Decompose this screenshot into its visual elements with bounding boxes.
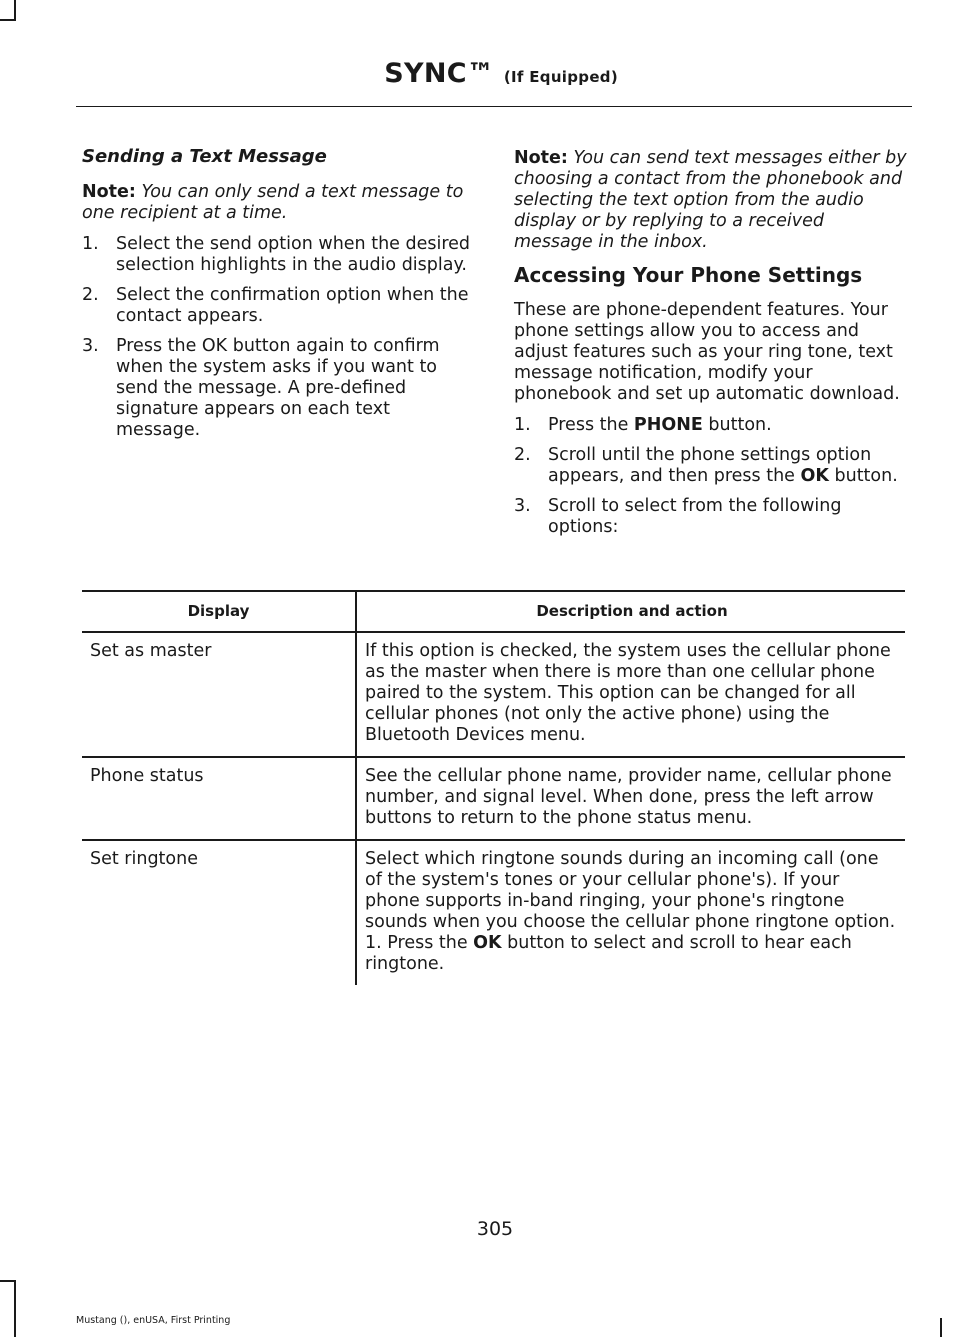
section-heading-sending-text: Sending a Text Message [82, 146, 327, 167]
table-header-description: Description and action [355, 592, 905, 631]
crop-mark-bottom-left-h [0, 1280, 16, 1282]
table-cell-description: If this option is checked, the system uses the cellular phone as the master when there is more than one cellular phone paired to the system. This option can be changed for all cellular phones (not only the active phone) using the Bluetooth Devices menu. [355, 633, 905, 756]
step-number: 2. [514, 445, 531, 465]
crop-mark-top-left [14, 0, 16, 20]
table-cell-description: See the cellular phone name, provider name, cellular phone number, and signal level. When done, press the left arrow buttons to return to the phone status menu. [355, 758, 905, 839]
note-label: Note: [82, 182, 136, 202]
step-number: 2. [82, 285, 99, 305]
table-cell-description [355, 841, 905, 985]
header-divider [76, 106, 912, 107]
phone-settings-table [82, 590, 905, 985]
send-text-steps [82, 234, 476, 441]
step-number: 1. [514, 415, 531, 435]
table-header-display: Display [187, 602, 250, 620]
phone-settings-intro: These are phone-dependent features. Your phone settings allow you to access and adjust features such as your ring tone, text message notification, modify your phonebook and set up automatic download. [514, 300, 900, 404]
step-text-pre: Scroll until the phone settings option appears, and then press the [548, 445, 872, 486]
crop-mark-bottom-right [940, 1318, 942, 1337]
step-text-post: button. [702, 415, 772, 435]
list-item [82, 336, 476, 441]
footer-edition: Mustang (), enUSA, First Printing [76, 1315, 231, 1326]
page-number: 305 [476, 1218, 514, 1240]
ringtone-step-post: button to select and scroll to hear each ringtone. [365, 933, 852, 974]
step-number: 1. [82, 234, 99, 254]
step-text: Select the send option when the desired selection highlights in the audio display. [116, 234, 471, 275]
list-item [514, 415, 908, 436]
table-row [82, 758, 905, 841]
note-text-options [514, 148, 908, 253]
right-column [514, 148, 908, 547]
header-title-subtitle: (If Equipped) [503, 68, 618, 86]
crop-mark-bottom-left [14, 1280, 16, 1337]
table-row [82, 841, 905, 985]
step-keyword: OK [800, 466, 829, 486]
section-heading-phone-settings: Accessing Your Phone Settings [514, 263, 863, 287]
ringtone-description: Select which ringtone sounds during an incoming call (one of the system's tones or your cellular phone's). If your phone supports in-band ringing, your phone's ringtone sounds when you choose the cellular phone ringtone option. [365, 849, 896, 932]
step-text: Press the OK button again to confirm when the system asks if you want to send the message. A pre-defined signature appears on each text message. [116, 336, 440, 440]
phone-settings-steps [514, 415, 908, 538]
ringtone-step-keyword: OK [473, 933, 502, 953]
table-cell-display: Set as master [90, 641, 212, 661]
ringtone-step [365, 933, 899, 975]
step-text: Select the confirmation option when the contact appears. [116, 285, 469, 326]
table-header-row [82, 590, 905, 633]
list-item [82, 285, 476, 327]
table-cell-display: Phone status [90, 766, 204, 786]
header-title-main: SYNC™ [384, 58, 495, 89]
page-header-title [384, 58, 618, 89]
list-item [514, 445, 908, 487]
left-column [82, 146, 476, 450]
list-item [514, 496, 908, 538]
note-text: You can send text messages either by choosing a contact from the phonebook and selecting the text option from the audio display or by replying to a received message in the inbox. [514, 148, 907, 252]
step-number: 3. [82, 336, 99, 356]
list-item [82, 234, 476, 276]
crop-mark-top-left-h [0, 19, 16, 21]
step-text-pre: Press the [548, 415, 634, 435]
step-keyword: PHONE [633, 415, 703, 435]
step-text-pre: Scroll to select from the following options: [548, 496, 842, 537]
note-text: You can only send a text message to one recipient at a time. [82, 182, 464, 223]
table-cell-display: Set ringtone [90, 849, 198, 869]
step-text-post: button. [828, 466, 898, 486]
note-one-recipient [82, 182, 476, 224]
ringtone-step-pre: 1. Press the [365, 933, 474, 953]
step-number: 3. [514, 496, 531, 516]
table-row [82, 633, 905, 758]
note-label: Note: [514, 148, 568, 168]
